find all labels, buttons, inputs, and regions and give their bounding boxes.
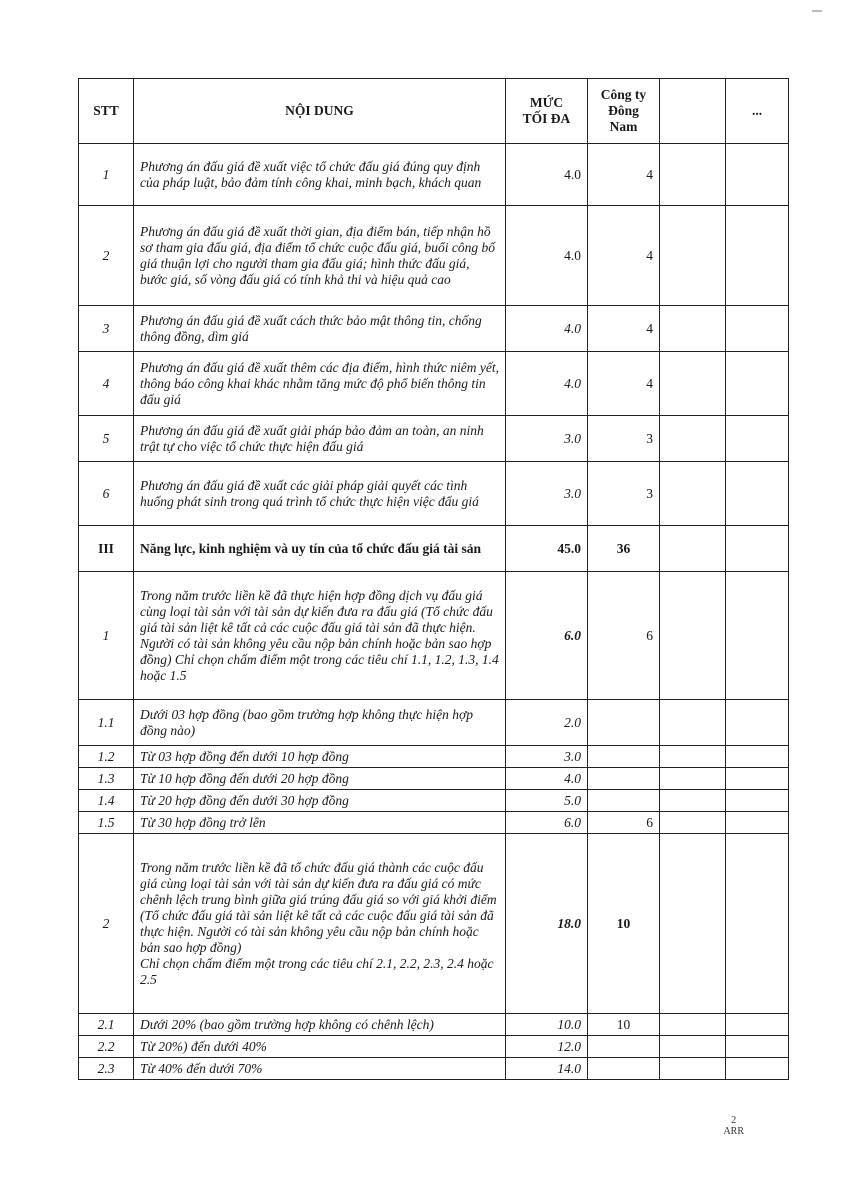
row-extra-1 — [660, 462, 726, 526]
header-row — [79, 79, 789, 144]
row-extra-2 — [726, 768, 789, 790]
table-row — [79, 1036, 789, 1058]
row-extra-1 — [660, 1036, 726, 1058]
row-extra-1 — [660, 700, 726, 746]
row-content: Trong năm trước liền kề đã thực hiện hợp đồng dịch vụ đấu giá cùng loại tài sản với tài sản dự kiến đưa ra đấu giá (Tổ chức đấu giá tài sản liệt kê tất cả các cuộc đấu giá tài sản đã thực hiện. Người có tài sản không yêu cầu nộp bản chính hoặc bản sao hợp đồng) Chỉ chọn chấm điểm một trong các tiêu chí 1.1, 1.2, 1.3, 1.4 hoặc 1.5 — [134, 572, 506, 700]
row-extra-2 — [726, 144, 789, 206]
row-company-score: 3 — [588, 416, 660, 462]
row-max-score: 4.0 — [506, 352, 588, 416]
row-stt: 1 — [79, 144, 134, 206]
row-extra-2 — [726, 812, 789, 834]
row-company-score — [588, 700, 660, 746]
row-extra-2 — [726, 572, 789, 700]
row-content: Từ 20 hợp đồng đến dưới 30 hợp đồng — [134, 790, 506, 812]
row-company-score — [588, 768, 660, 790]
row-extra-1 — [660, 416, 726, 462]
row-max-score: 6.0 — [506, 572, 588, 700]
row-company-score: 10 — [588, 1014, 660, 1036]
row-stt: 1.5 — [79, 812, 134, 834]
page-number: 2 — [731, 1115, 737, 1126]
row-content: Năng lực, kinh nghiệm và uy tín của tổ chức đấu giá tài sản — [134, 526, 506, 572]
row-extra-2 — [726, 1058, 789, 1080]
table-row — [79, 812, 789, 834]
row-content: Phương án đấu giá đề xuất cách thức bảo mật thông tin, chống thông đồng, dìm giá — [134, 306, 506, 352]
table-row — [79, 306, 789, 352]
table-row-group — [79, 526, 789, 572]
row-extra-2 — [726, 306, 789, 352]
row-content: Phương án đấu giá đề xuất thời gian, địa điểm bán, tiếp nhận hồ sơ tham gia đấu giá, địa điểm tổ chức cuộc đấu giá, buổi công bố giá thuận lợi cho người tham gia đấu giá; hình thức đấu giá, bước giá, số vòng đấu giá có tính khả thi và hiệu quả cao — [134, 206, 506, 306]
row-content: Từ 40% đến dưới 70% — [134, 1058, 506, 1080]
row-stt: 5 — [79, 416, 134, 462]
row-content: Dưới 03 hợp đồng (bao gồm trường hợp không thực hiện hợp đồng nào) — [134, 700, 506, 746]
row-max-score: 12.0 — [506, 1036, 588, 1058]
row-company-score — [588, 1036, 660, 1058]
row-max-score: 3.0 — [506, 746, 588, 768]
row-company-score: 6 — [588, 812, 660, 834]
row-max-score: 3.0 — [506, 416, 588, 462]
header-max-line1: MỨC — [529, 95, 564, 110]
row-stt: 2.1 — [79, 1014, 134, 1036]
row-content: Dưới 20% (bao gồm trường hợp không có chênh lệch) — [134, 1014, 506, 1036]
row-content: Phương án đấu giá đề xuất giải pháp bảo đảm an toàn, an ninh trật tự cho việc tổ chức thực hiện đấu giá — [134, 416, 506, 462]
table-row — [79, 700, 789, 746]
header-extra-2: ... — [726, 79, 789, 144]
row-max-score: 4.0 — [506, 206, 588, 306]
row-max-score: 3.0 — [506, 462, 588, 526]
row-extra-1 — [660, 206, 726, 306]
row-stt: 1 — [79, 572, 134, 700]
row-stt: 4 — [79, 352, 134, 416]
table-row — [79, 746, 789, 768]
row-content: Phương án đấu giá đề xuất việc tổ chức đấu giá đúng quy định của pháp luật, bảo đảm tính công khai, minh bạch, khách quan — [134, 144, 506, 206]
row-stt: 1.2 — [79, 746, 134, 768]
header-company-line1: Công ty — [600, 87, 647, 102]
scoring-table — [78, 78, 789, 1080]
row-extra-2 — [726, 416, 789, 462]
row-stt: 1.1 — [79, 700, 134, 746]
row-max-score: 14.0 — [506, 1058, 588, 1080]
row-extra-2 — [726, 746, 789, 768]
row-company-score: 4 — [588, 206, 660, 306]
row-company-score: 10 — [588, 834, 660, 1014]
row-company-score: 6 — [588, 572, 660, 700]
row-company-score — [588, 790, 660, 812]
table-row — [79, 1014, 789, 1036]
row-extra-1 — [660, 834, 726, 1014]
row-extra-1 — [660, 572, 726, 700]
table-row — [79, 462, 789, 526]
header-company — [588, 79, 660, 144]
row-content: Phương án đấu giá đề xuất các giải pháp giải quyết các tình huống phát sinh trong quá trình tổ chức thực hiện việc đấu giá — [134, 462, 506, 526]
page-initials: ARR — [723, 1126, 744, 1137]
row-max-score: 2.0 — [506, 700, 588, 746]
row-company-score: 3 — [588, 462, 660, 526]
row-extra-2 — [726, 352, 789, 416]
row-extra-2 — [726, 206, 789, 306]
scan-mark — [812, 10, 822, 12]
row-extra-1 — [660, 746, 726, 768]
row-stt: 6 — [79, 462, 134, 526]
row-stt: 2.3 — [79, 1058, 134, 1080]
row-max-score: 4.0 — [506, 768, 588, 790]
row-stt: III — [79, 526, 134, 572]
row-stt: 2.2 — [79, 1036, 134, 1058]
table-row — [79, 834, 789, 1014]
row-stt: 1.3 — [79, 768, 134, 790]
header-company-line3: Nam — [609, 119, 638, 134]
row-max-score: 45.0 — [506, 526, 588, 572]
row-company-score: 4 — [588, 306, 660, 352]
row-max-score: 4.0 — [506, 144, 588, 206]
table-row — [79, 416, 789, 462]
table-row — [79, 144, 789, 206]
row-content — [134, 834, 506, 1014]
row-extra-2 — [726, 834, 789, 1014]
row-content: Từ 10 hợp đồng đến dưới 20 hợp đồng — [134, 768, 506, 790]
row-content-note: Chỉ chọn chấm điểm một trong các tiêu chí 2.1, 2.2, 2.3, 2.4 hoặc 2.5 — [140, 955, 494, 987]
table-row — [79, 790, 789, 812]
row-extra-1 — [660, 790, 726, 812]
row-extra-2 — [726, 1036, 789, 1058]
document-page — [78, 78, 788, 1080]
row-stt: 3 — [79, 306, 134, 352]
row-content: Từ 03 hợp đồng đến dưới 10 hợp đồng — [134, 746, 506, 768]
row-extra-1 — [660, 1014, 726, 1036]
header-extra-1 — [660, 79, 726, 144]
table-row — [79, 1058, 789, 1080]
row-extra-1 — [660, 812, 726, 834]
row-extra-1 — [660, 768, 726, 790]
row-extra-1 — [660, 144, 726, 206]
row-company-score — [588, 746, 660, 768]
row-max-score: 4.0 — [506, 306, 588, 352]
row-company-score: 36 — [588, 526, 660, 572]
table-row — [79, 768, 789, 790]
table-row — [79, 352, 789, 416]
row-content-main: Trong năm trước liền kề đã tổ chức đấu giá thành các cuộc đấu giá cùng loại tài sản với tài sản dự kiến đưa ra đấu giá có mức chênh lệch trung bình giữa giá trúng đấu giá so với giá khởi điểm (Tổ chức đấu giá tài sản liệt kê tất cả các cuộc đấu giá tài sản đã thực hiện. Người có tài sản không yêu cầu nộp bản chính hoặc bản sao hợp đồng) — [140, 859, 497, 955]
row-company-score — [588, 1058, 660, 1080]
row-max-score: 6.0 — [506, 812, 588, 834]
page-footer — [723, 1115, 744, 1137]
row-extra-2 — [726, 526, 789, 572]
table-row — [79, 572, 789, 700]
row-stt: 2 — [79, 834, 134, 1014]
header-max-line2: TỐI ĐA — [522, 111, 571, 126]
row-extra-2 — [726, 790, 789, 812]
row-extra-2 — [726, 462, 789, 526]
row-extra-2 — [726, 700, 789, 746]
header-company-line2: Đông — [608, 103, 639, 118]
row-content: Phương án đấu giá đề xuất thêm các địa điểm, hình thức niêm yết, thông báo công khai khác nhằm tăng mức độ phổ biến thông tin đấu giá — [134, 352, 506, 416]
row-extra-1 — [660, 352, 726, 416]
table-row — [79, 206, 789, 306]
row-max-score: 10.0 — [506, 1014, 588, 1036]
row-max-score: 5.0 — [506, 790, 588, 812]
row-company-score: 4 — [588, 144, 660, 206]
row-extra-1 — [660, 526, 726, 572]
row-content: Từ 30 hợp đồng trở lên — [134, 812, 506, 834]
header-max-score — [506, 79, 588, 144]
header-stt: STT — [79, 79, 134, 144]
row-stt: 2 — [79, 206, 134, 306]
row-extra-1 — [660, 306, 726, 352]
row-extra-2 — [726, 1014, 789, 1036]
row-max-score: 18.0 — [506, 834, 588, 1014]
header-content: NỘI DUNG — [134, 79, 506, 144]
row-stt: 1.4 — [79, 790, 134, 812]
row-extra-1 — [660, 1058, 726, 1080]
row-content: Từ 20%) đến dưới 40% — [134, 1036, 506, 1058]
row-company-score: 4 — [588, 352, 660, 416]
